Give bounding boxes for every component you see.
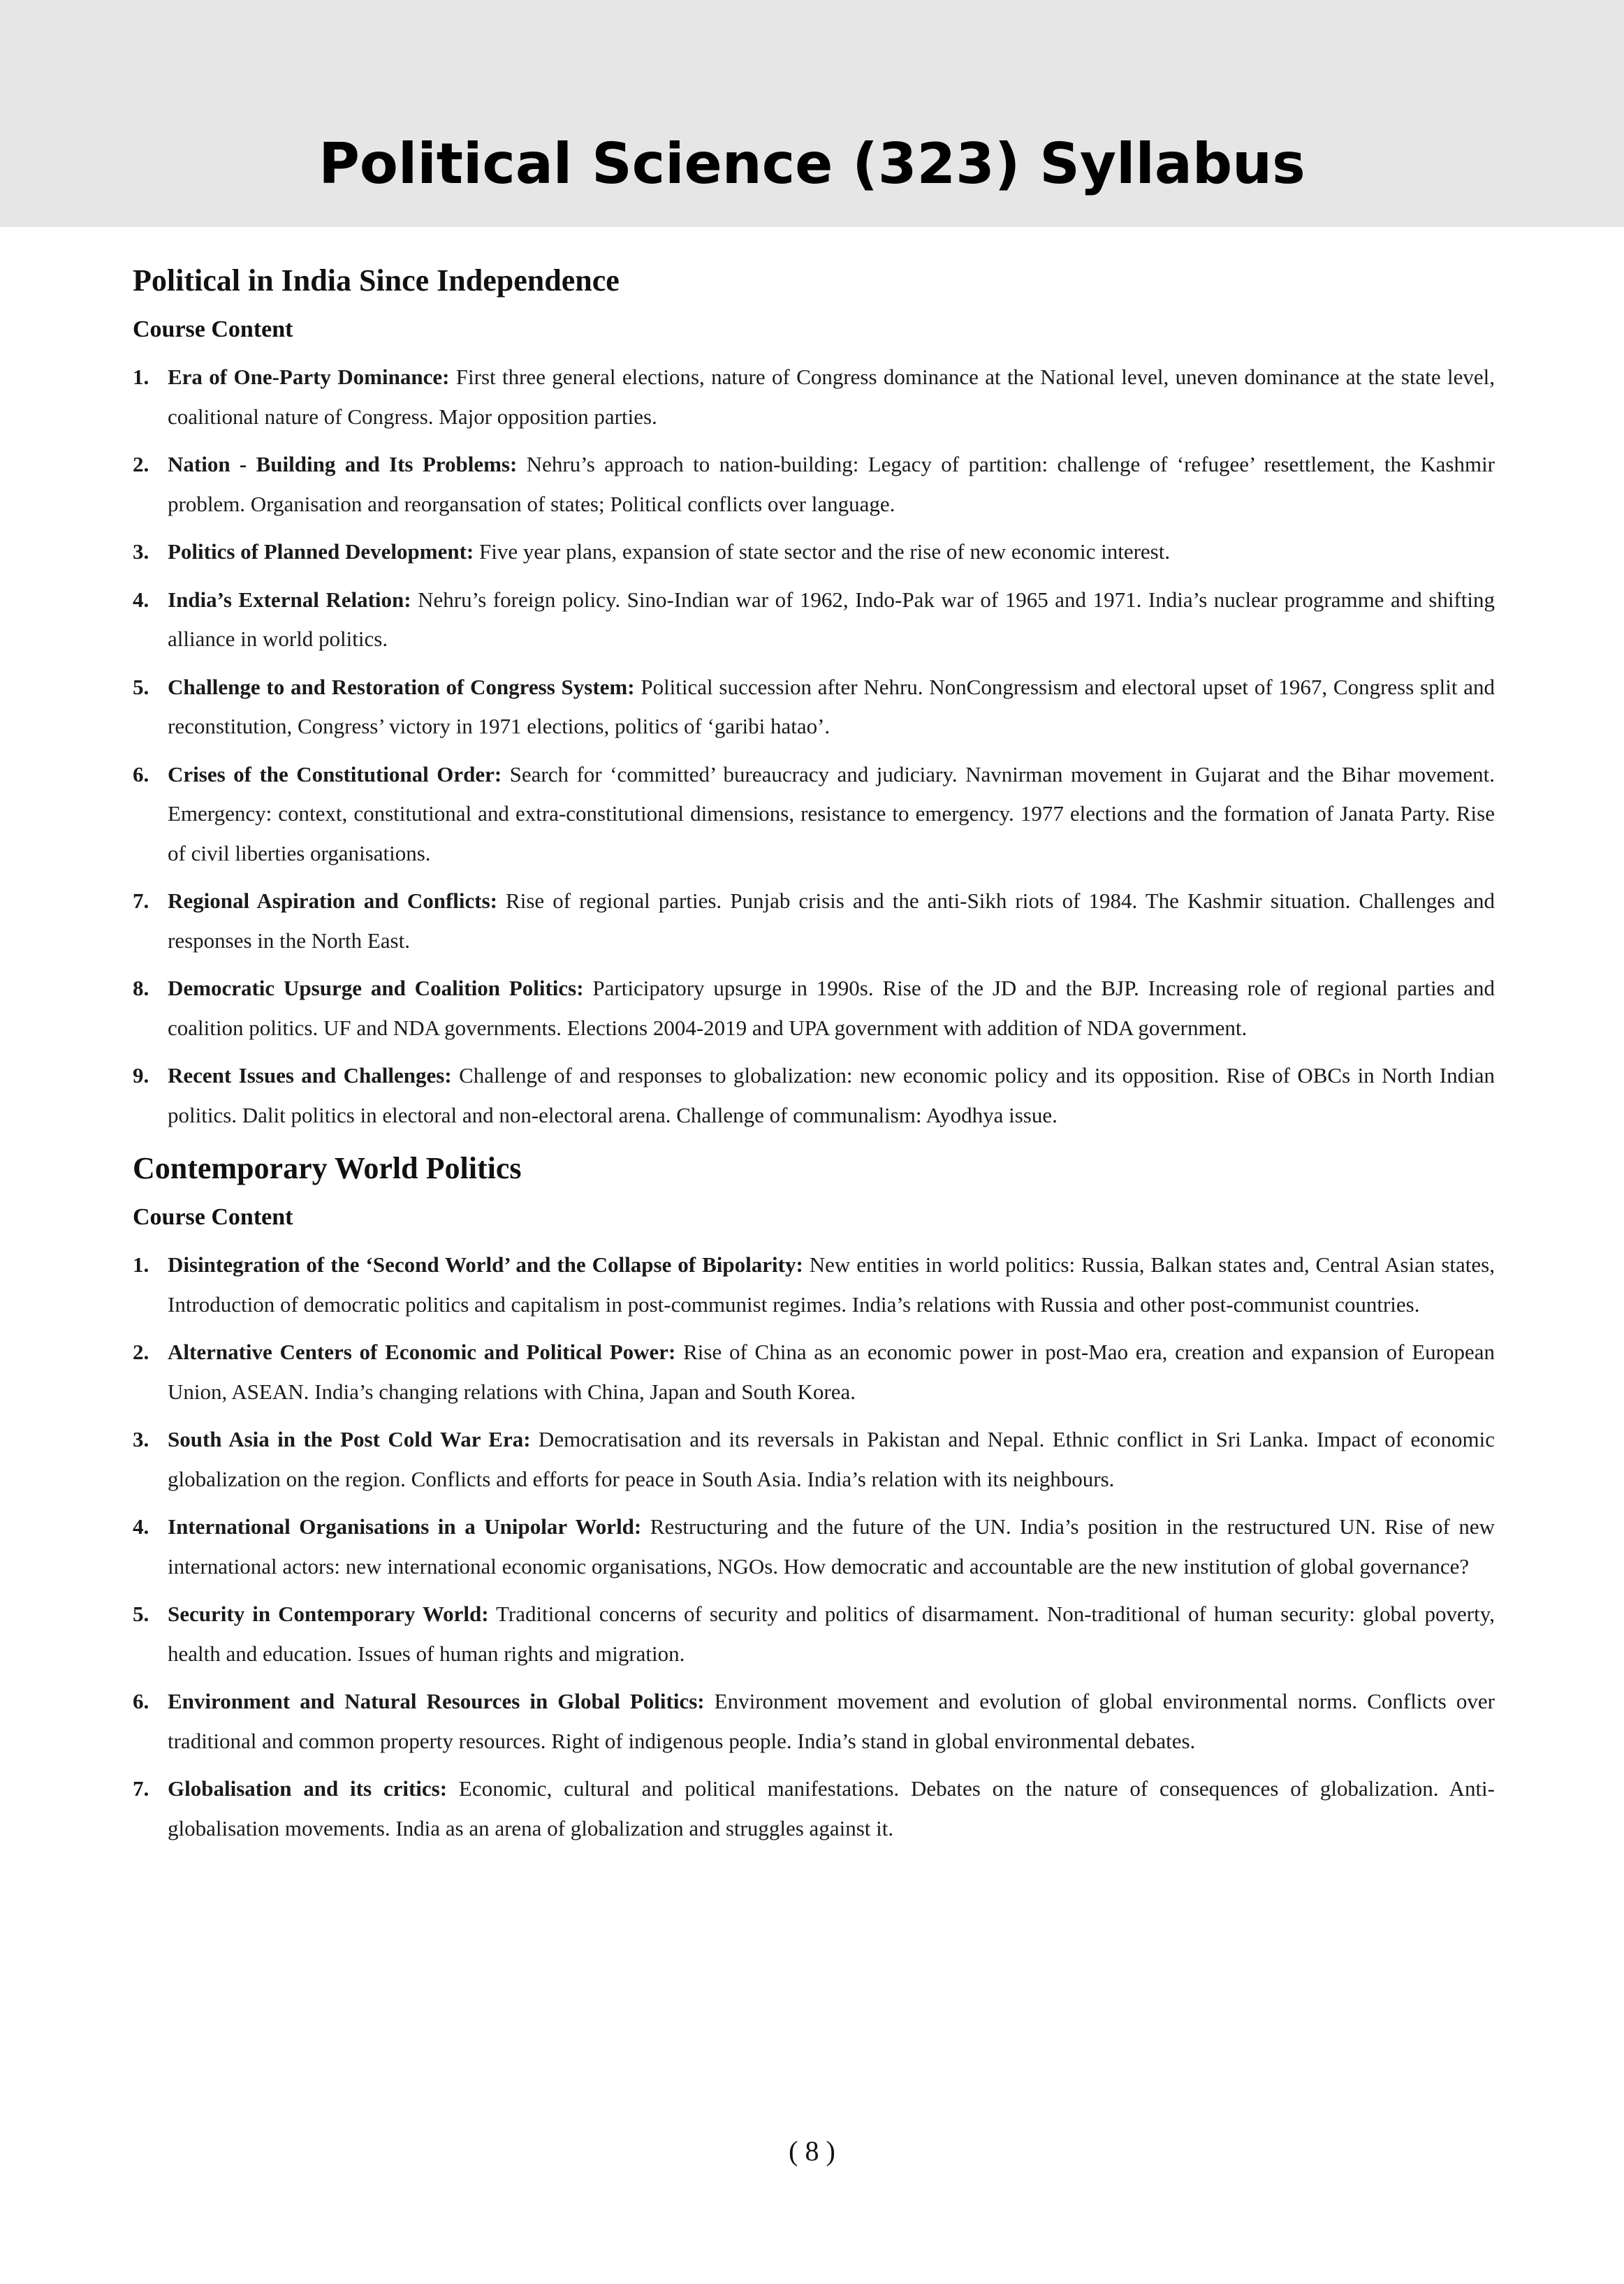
item-heading: Alternative Centers of Economic and Political Power: <box>168 1340 676 1364</box>
item-text: New entities in world politics: Russia, Balkan states and, Central Asian states, Introduction of democratic politics and capitalism in post-communist regimes. India’s relations with Russia and other post-communist countries. <box>168 1252 1495 1317</box>
item-text: Challenge of and responses to globalization: new economic policy and its opposition. Rise of OBCs in North Indian politics. Dalit politics in electoral and non-electoral arena. Challenge of communalism: Ayodhya issue. <box>168 1063 1495 1127</box>
section-title: Contemporary World Politics <box>133 1151 522 1185</box>
list-item <box>133 1595 1495 1674</box>
page-title: Political Science (323) Syllabus <box>319 131 1305 196</box>
page-number: ( 8 ) <box>789 2135 835 2167</box>
item-number: 2. <box>133 1340 149 1364</box>
item-text: Environment movement and evolution of global environmental norms. Conflicts over traditional and common property resources. Right of indigenous people. India’s stand in global environmental debates. <box>168 1689 1495 1753</box>
list-item <box>133 969 1495 1048</box>
item-number: 7. <box>133 888 149 913</box>
list-item <box>133 1682 1495 1761</box>
item-text: First three general elections, nature of Congress dominance at the National level, uneven dominance at the state level, coalitional nature of Congress. Major opposition parties. <box>168 365 1495 429</box>
item-heading: Politics of Planned Development: <box>168 539 474 564</box>
item-heading: South Asia in the Post Cold War Era: <box>168 1427 531 1451</box>
list-item <box>133 532 1495 572</box>
item-heading: Security in Contemporary World: <box>168 1602 489 1626</box>
item-text: Nehru’s foreign policy. Sino-Indian war of 1962, Indo-Pak war of 1965 and 1971. India’s nuclear programme and shifting alliance in world politics. <box>168 587 1495 651</box>
item-text: Political succession after Nehru. NonCongressism and electoral upset of 1967, Congress split and reconstitution, Congress’ victory in 1971 elections, politics of ‘garibi hatao’. <box>168 674 1495 738</box>
item-number: 1. <box>133 365 149 389</box>
item-heading: Democratic Upsurge and Coalition Politics: <box>168 976 584 1000</box>
item-number: 9. <box>133 1063 149 1088</box>
item-number: 6. <box>133 761 149 786</box>
item-heading: International Organisations in a Unipolar World: <box>168 1514 642 1539</box>
list-item <box>133 1507 1495 1586</box>
item-number: 6. <box>133 1689 149 1713</box>
course-content-list <box>133 1245 1495 1848</box>
list-item <box>133 1056 1495 1135</box>
list-item <box>133 1769 1495 1848</box>
course-content-heading: Course Content <box>133 1204 293 1230</box>
list-item <box>133 1245 1495 1324</box>
list-item <box>133 580 1495 659</box>
section-title: Political in India Since Independence <box>133 263 620 298</box>
section-politics-in-india <box>133 260 1495 1135</box>
item-number: 3. <box>133 539 149 564</box>
item-text: Traditional concerns of security and politics of disarmament. Non-traditional of human security: global poverty, health and education. Issues of human rights and migration. <box>168 1602 1495 1666</box>
item-text: Search for ‘committed’ bureaucracy and judiciary. Navnirman movement in Gujarat and the Bihar movement. Emergency: context, constitutional and extra-constitutional dimensions, resistance to emergency. 1977 elections and the formation of Janata Party. Rise of civil liberties organisations. <box>168 761 1495 865</box>
list-item <box>133 881 1495 960</box>
item-number: 5. <box>133 1602 149 1626</box>
item-heading: Globalisation and its critics: <box>168 1776 448 1801</box>
list-item <box>133 755 1495 874</box>
item-text: Five year plans, expansion of state sector and the rise of new economic interest. <box>474 539 1171 564</box>
item-text: Participatory upsurge in 1990s. Rise of the JD and the BJP. Increasing role of regional parties and coalition politics. UF and NDA governments. Elections 2004-2019 and UPA government with addition of NDA government. <box>168 976 1495 1040</box>
item-number: 2. <box>133 452 149 476</box>
item-number: 1. <box>133 1252 149 1277</box>
item-text: Economic, cultural and political manifestations. Debates on the nature of consequences of globalization. Anti-globalisation movements. India as an arena of globalization and struggles against it. <box>168 1776 1495 1840</box>
item-heading: Challenge to and Restoration of Congress System: <box>168 674 635 699</box>
item-text: Democratisation and its reversals in Pakistan and Nepal. Ethnic conflict in Sri Lanka. Impact of economic globalization on the region. Conflicts and efforts for peace in South Asia. India’s relation with its neighbours. <box>168 1427 1495 1491</box>
item-number: 3. <box>133 1427 149 1451</box>
item-number: 5. <box>133 674 149 699</box>
list-item <box>133 1333 1495 1412</box>
item-text: Rise of regional parties. Punjab crisis and the anti-Sikh riots of 1984. The Kashmir situation. Challenges and responses in the North East. <box>168 888 1495 953</box>
item-heading: Recent Issues and Challenges: <box>168 1063 452 1088</box>
list-item <box>133 1420 1495 1499</box>
item-heading: India’s External Relation: <box>168 587 411 612</box>
item-text: Rise of China as an economic power in post-Mao era, creation and expansion of European Union, ASEAN. India’s changing relations with China, Japan and South Korea. <box>168 1340 1495 1404</box>
course-content-list <box>133 358 1495 1135</box>
section-contemporary-world-politics <box>133 1148 1495 1848</box>
item-number: 4. <box>133 587 149 612</box>
item-text: Restructuring and the future of the UN. India’s position in the restructured UN. Rise of new international actors: new international economic organisations, NGOs. How democratic and accountable are the new institution of global governance? <box>168 1514 1495 1579</box>
item-number: 8. <box>133 976 149 1000</box>
item-number: 7. <box>133 1776 149 1801</box>
item-number: 4. <box>133 1514 149 1539</box>
item-heading: Environment and Natural Resources in Global Politics: <box>168 1689 705 1713</box>
item-heading: Era of One-Party Dominance: <box>168 365 450 389</box>
document-body <box>133 260 1495 1857</box>
course-content-heading: Course Content <box>133 316 293 342</box>
item-text: Nehru’s approach to nation-building: Legacy of partition: challenge of ‘refugee’ resettlement, the Kashmir problem. Organisation and reorgansation of states; Political conflicts over language. <box>168 452 1495 516</box>
item-heading: Nation - Building and Its Problems: <box>168 452 518 476</box>
list-item <box>133 358 1495 437</box>
item-heading: Regional Aspiration and Conflicts: <box>168 888 497 913</box>
item-heading: Disintegration of the ‘Second World’ and the Collapse of Bipolarity: <box>168 1252 803 1277</box>
list-item <box>133 668 1495 747</box>
item-heading: Crises of the Constitutional Order: <box>168 761 502 786</box>
list-item <box>133 445 1495 524</box>
